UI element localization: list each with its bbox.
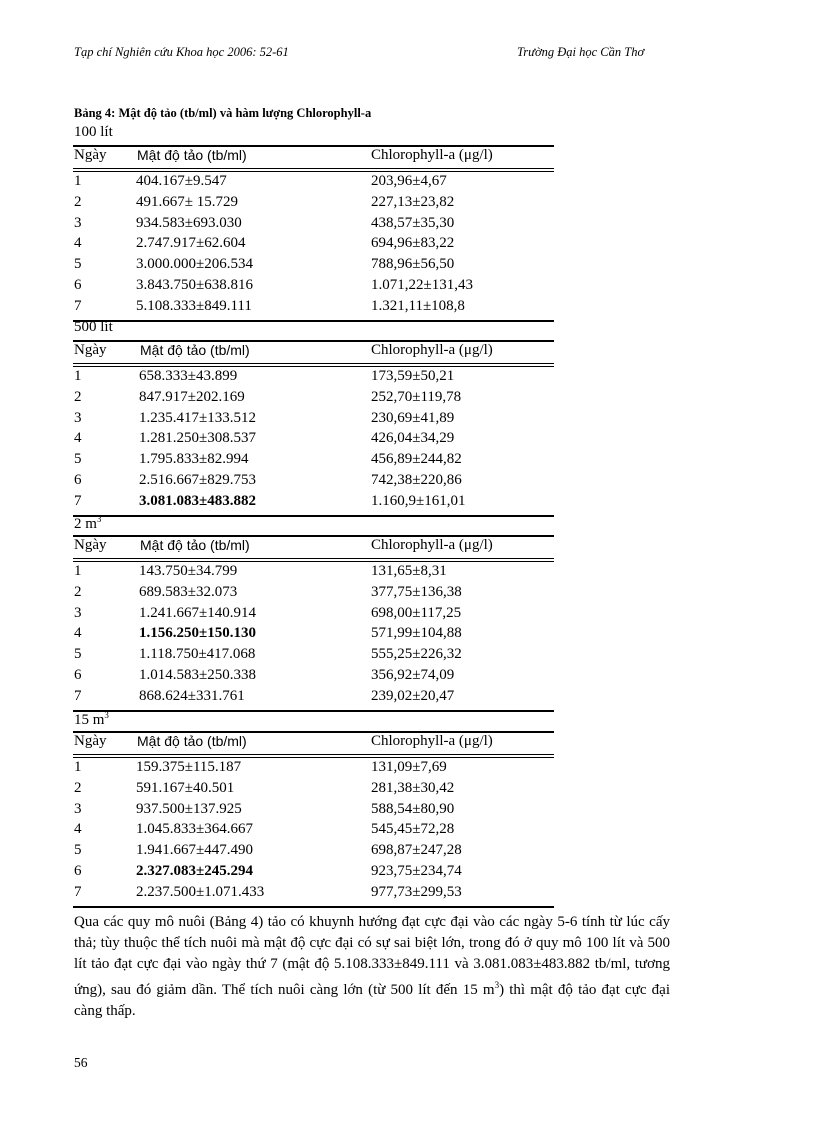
cell-chlorophyll: 131,65±8,31: [371, 563, 447, 579]
journal-header: Tạp chí Nghiên cứu Khoa học 2006: 52-61: [74, 45, 289, 59]
cell-chlorophyll: 694,96±83,22: [371, 235, 455, 252]
cell-density: 3.000.000±206.534: [136, 256, 253, 273]
section-label: [74, 514, 101, 533]
header-rule: [73, 754, 554, 758]
column-header-chlorophyll: Chlorophyll-a (μg/l): [371, 733, 493, 749]
cell-day: 3: [74, 604, 82, 621]
cell-chlorophyll: 173,59±50,21: [371, 368, 455, 384]
paragraph-superscript: 3: [494, 980, 500, 990]
cell-chlorophyll: 742,38±220,86: [371, 472, 462, 488]
section-label-superscript: 3: [96, 514, 102, 524]
column-header-chlorophyll: Chlorophyll-a (μg/l): [371, 342, 493, 358]
table-rule: [73, 906, 554, 908]
page-number: 56: [74, 1055, 88, 1070]
cell-density: 868.624±331.761: [139, 687, 245, 704]
cell-chlorophyll: 788,96±56,50: [371, 256, 455, 273]
section-label-text: 500 lít: [74, 319, 113, 335]
cell-chlorophyll: 227,13±23,82: [371, 193, 455, 210]
cell-density: 847.917±202.169: [139, 388, 245, 405]
cell-chlorophyll: 1.071,22±131,43: [371, 277, 473, 293]
section-label-text: 15 m: [74, 712, 105, 728]
cell-chlorophyll: 426,04±34,29: [371, 430, 455, 447]
cell-day: 1: [74, 759, 82, 775]
cell-chlorophyll: 923,75±234,74: [371, 863, 462, 879]
table-rule: [73, 515, 554, 517]
table-caption: Bảng 4: Mật độ tảo (tb/ml) và hàm lượng Chlorophyll-a: [74, 106, 372, 120]
column-header-chlorophyll: Chlorophyll-a (μg/l): [371, 147, 493, 163]
section-label-superscript: 3: [104, 710, 109, 720]
column-header-density: Mật độ tảo (tb/ml): [140, 342, 250, 358]
column-header-day: Ngày: [74, 147, 107, 163]
cell-density: 1.235.417±133.512: [139, 409, 256, 426]
cell-day: 6: [74, 863, 82, 879]
cell-chlorophyll: 1.160,9±161,01: [371, 492, 466, 509]
cell-day: 5: [74, 256, 82, 273]
cell-chlorophyll: 698,87±247,28: [371, 842, 462, 859]
table-rule: [73, 320, 554, 322]
cell-chlorophyll: 545,45±72,28: [371, 821, 455, 838]
cell-chlorophyll: 281,38±30,42: [371, 779, 455, 796]
cell-day: 5: [74, 842, 82, 859]
cell-density: 2.516.667±829.753: [139, 472, 256, 488]
cell-density: 404.167±9.547: [136, 173, 227, 189]
cell-density: 3.081.083±483.882: [139, 492, 256, 509]
cell-density: 1.941.667±447.490: [136, 842, 253, 859]
section-label: [74, 319, 113, 336]
cell-chlorophyll: 131,09±7,69: [371, 759, 447, 775]
paragraph-text: Qua các quy mô nuôi (Bảng 4) tảo có khuynh hướng đạt cực đại vào các ngày 5-6 tính từ lúc cấy thả; tùy thuộc thể tích nuôi mà mật độ cực đại có sự sai biệt lớn, trong đó ở quy mô 100 lít và 500 lít tảo đạt cực đại vào ngày thứ 7 (mật độ 5.108.333±849.111 và 3.081.083±483.882 tb/ml, tương ứng), sau đó giảm dần. Thể tích nuôi càng lớn (từ 500 lít đến 15 m: [74, 914, 670, 998]
header-rule: [73, 363, 554, 367]
cell-day: 4: [74, 235, 82, 252]
cell-density: 1.241.667±140.914: [139, 604, 256, 621]
table-rule: [73, 710, 554, 712]
header-rule: [73, 558, 554, 562]
cell-day: 2: [74, 388, 82, 405]
cell-day: 5: [74, 646, 82, 663]
cell-chlorophyll: 977,73±299,53: [371, 883, 462, 900]
cell-day: 4: [74, 625, 82, 642]
cell-day: 4: [74, 430, 82, 447]
cell-day: 4: [74, 821, 82, 838]
cell-day: 1: [74, 368, 82, 384]
paragraph-text-end: ) thì mật độ tảo đạt cực đại càng thấp.: [74, 982, 670, 1019]
cell-density: 1.795.833±82.994: [139, 451, 249, 468]
section-label-text: 100 lít: [74, 124, 113, 140]
cell-day: 1: [74, 173, 82, 189]
column-header-day: Ngày: [74, 342, 107, 358]
cell-chlorophyll: 377,75±136,38: [371, 583, 462, 600]
cell-day: 3: [74, 214, 82, 231]
cell-chlorophyll: 555,25±226,32: [371, 646, 462, 663]
cell-chlorophyll: 571,99±104,88: [371, 625, 462, 642]
cell-density: 937.500±137.925: [136, 800, 242, 817]
cell-density: 934.583±693.030: [136, 214, 242, 231]
cell-density: 689.583±32.073: [139, 583, 238, 600]
cell-density: 1.014.583±250.338: [139, 667, 256, 683]
cell-chlorophyll: 1.321,11±108,8: [371, 297, 465, 314]
cell-density: 3.843.750±638.816: [136, 277, 253, 293]
cell-day: 7: [74, 492, 82, 509]
column-header-day: Ngày: [74, 537, 107, 553]
cell-chlorophyll: 456,89±244,82: [371, 451, 462, 468]
cell-day: 3: [74, 800, 82, 817]
cell-day: 3: [74, 409, 82, 426]
cell-day: 7: [74, 687, 82, 704]
section-label: [74, 710, 109, 729]
header-rule: [73, 168, 554, 172]
cell-chlorophyll: 438,57±35,30: [371, 214, 455, 231]
section-label: [74, 124, 113, 141]
cell-density: 1.281.250±308.537: [139, 430, 256, 447]
body-paragraph: [74, 912, 670, 1022]
cell-density: 2.327.083±245.294: [136, 863, 253, 879]
cell-chlorophyll: 356,92±74,09: [371, 667, 455, 683]
column-header-density: Mật độ tảo (tb/ml): [140, 537, 250, 553]
cell-density: 1.045.833±364.667: [136, 821, 253, 838]
cell-day: 5: [74, 451, 82, 468]
cell-day: 6: [74, 667, 82, 683]
cell-chlorophyll: 252,70±119,78: [371, 388, 462, 405]
cell-density: 2.747.917±62.604: [136, 235, 246, 252]
cell-density: 2.237.500±1.071.433: [136, 883, 265, 900]
cell-density: 143.750±34.799: [139, 563, 238, 579]
column-header-density: Mật độ tảo (tb/ml): [137, 147, 247, 163]
cell-chlorophyll: 230,69±41,89: [371, 409, 455, 426]
cell-day: 1: [74, 563, 82, 579]
cell-day: 7: [74, 883, 82, 900]
column-header-chlorophyll: Chlorophyll-a (μg/l): [371, 537, 493, 553]
section-label-text: 2 m: [74, 516, 97, 532]
column-header-day: Ngày: [74, 733, 107, 749]
cell-density: 491.667± 15.729: [136, 193, 238, 210]
cell-density: 159.375±115.187: [136, 759, 242, 775]
cell-chlorophyll: 588,54±80,90: [371, 800, 455, 817]
cell-day: 2: [74, 779, 82, 796]
cell-density: 658.333±43.899: [139, 368, 238, 384]
cell-chlorophyll: 239,02±20,47: [371, 687, 455, 704]
cell-chlorophyll: 203,96±4,67: [371, 173, 447, 189]
cell-day: 2: [74, 583, 82, 600]
cell-day: 2: [74, 193, 82, 210]
cell-chlorophyll: 698,00±117,25: [371, 604, 462, 621]
cell-density: 5.108.333±849.111: [136, 297, 252, 314]
cell-density: 591.167±40.501: [136, 779, 235, 796]
cell-day: 6: [74, 472, 82, 488]
cell-day: 7: [74, 297, 82, 314]
cell-density: 1.156.250±150.130: [139, 625, 256, 642]
cell-density: 1.118.750±417.068: [139, 646, 256, 663]
university-header: Trường Đại học Cần Thơ: [517, 45, 645, 59]
cell-day: 6: [74, 277, 82, 293]
column-header-density: Mật độ tảo (tb/ml): [137, 733, 247, 749]
